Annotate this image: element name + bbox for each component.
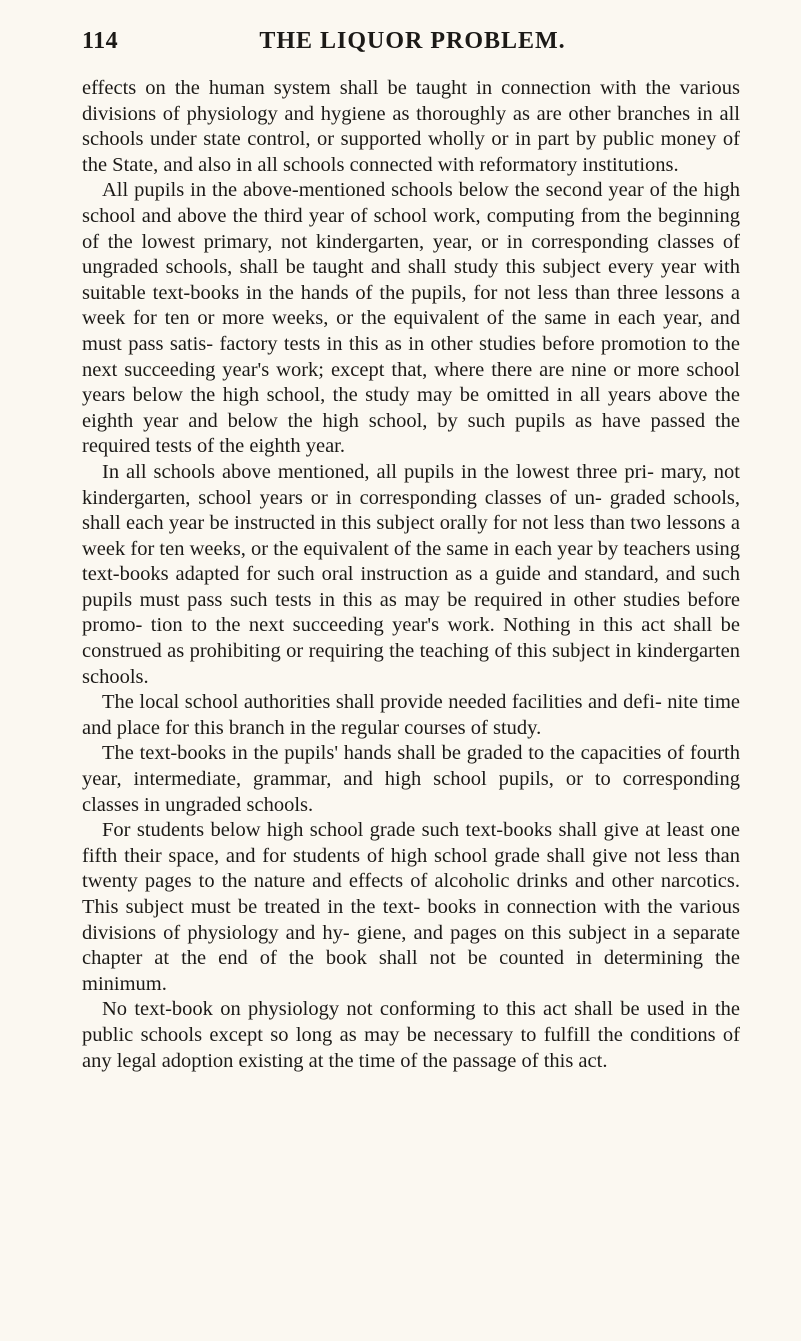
paragraph: For students below high school grade such text-books shall give at least one fifth their space, and for students of high school grade shall give not less than twenty pages to the nature and effects of alcoholic drinks and other narcotics. This subject must be treated in the text- books in connection with the various divisions of physiology and hy- giene, and pages on this subject in a separate chapter at the end of the book shall not be counted in determining the minimum. [82, 819, 740, 995]
paragraph: In all schools above mentioned, all pupils in the lowest three pri- mary, not kindergarten, school years or in corresponding classes of un- graded schools, shall each year be instructed in this subject orally for not less than two lessons a week for ten weeks, or the equivalent of the same in each year by teachers using text-books adapted for such oral instruction as a guide and standard, and such pupils must pass such tests in this as may be required in other studies before promo- tion to the next succeeding year's work. Nothing in this act shall be construed as prohibiting or requiring the teaching of this subject in kindergarten schools. [82, 460, 741, 688]
paragraph: The text-books in the pupils' hands shall be graded to the capacities of fourth year, intermediate, grammar, and high school pupils, or to corresponding classes in ungraded schools. [82, 742, 740, 816]
running-head [82, 24, 743, 58]
body-text [82, 76, 740, 1074]
page-number: 114 [82, 27, 119, 54]
paragraph: All pupils in the above-mentioned schools below the second year of the high school and above the third year of school work, computing from the beginning of the lowest primary, not kindergarten, year, or in corresponding classes of ungraded schools, shall be taught and shall study this subject every year with suitable text-books in the hands of the pupils, for not less than three lessons a week for ten or more weeks, or the equivalent of the same in each year, and must pass satis- factory tests in this as in other studies before promotion to the next succeeding year's work; except that, where there are nine or more school years below the high school, the study may be omitted in all years above the eighth year and below the high school, by such pupils as have passed the required tests of the eighth year. [82, 179, 740, 458]
running-title: THE LIQUOR PROBLEM. [259, 27, 566, 54]
paragraph: effects on the human system shall be taught in connection with the various divisions of physiology and hygiene as thoroughly as are other branches in all schools under state control, or supported wholly or in part by public money of the State, and also in all schools connected with reformatory institutions. [82, 77, 740, 176]
paragraph: The local school authorities shall provide needed facilities and defi- nite time and place for this branch in the regular courses of study. [82, 691, 740, 739]
paragraph: No text-book on physiology not conforming to this act shall be used in the public schools except so long as may be necessary to fulfill the conditions of any legal adoption existing at the time of the passage of this act. [82, 998, 740, 1072]
